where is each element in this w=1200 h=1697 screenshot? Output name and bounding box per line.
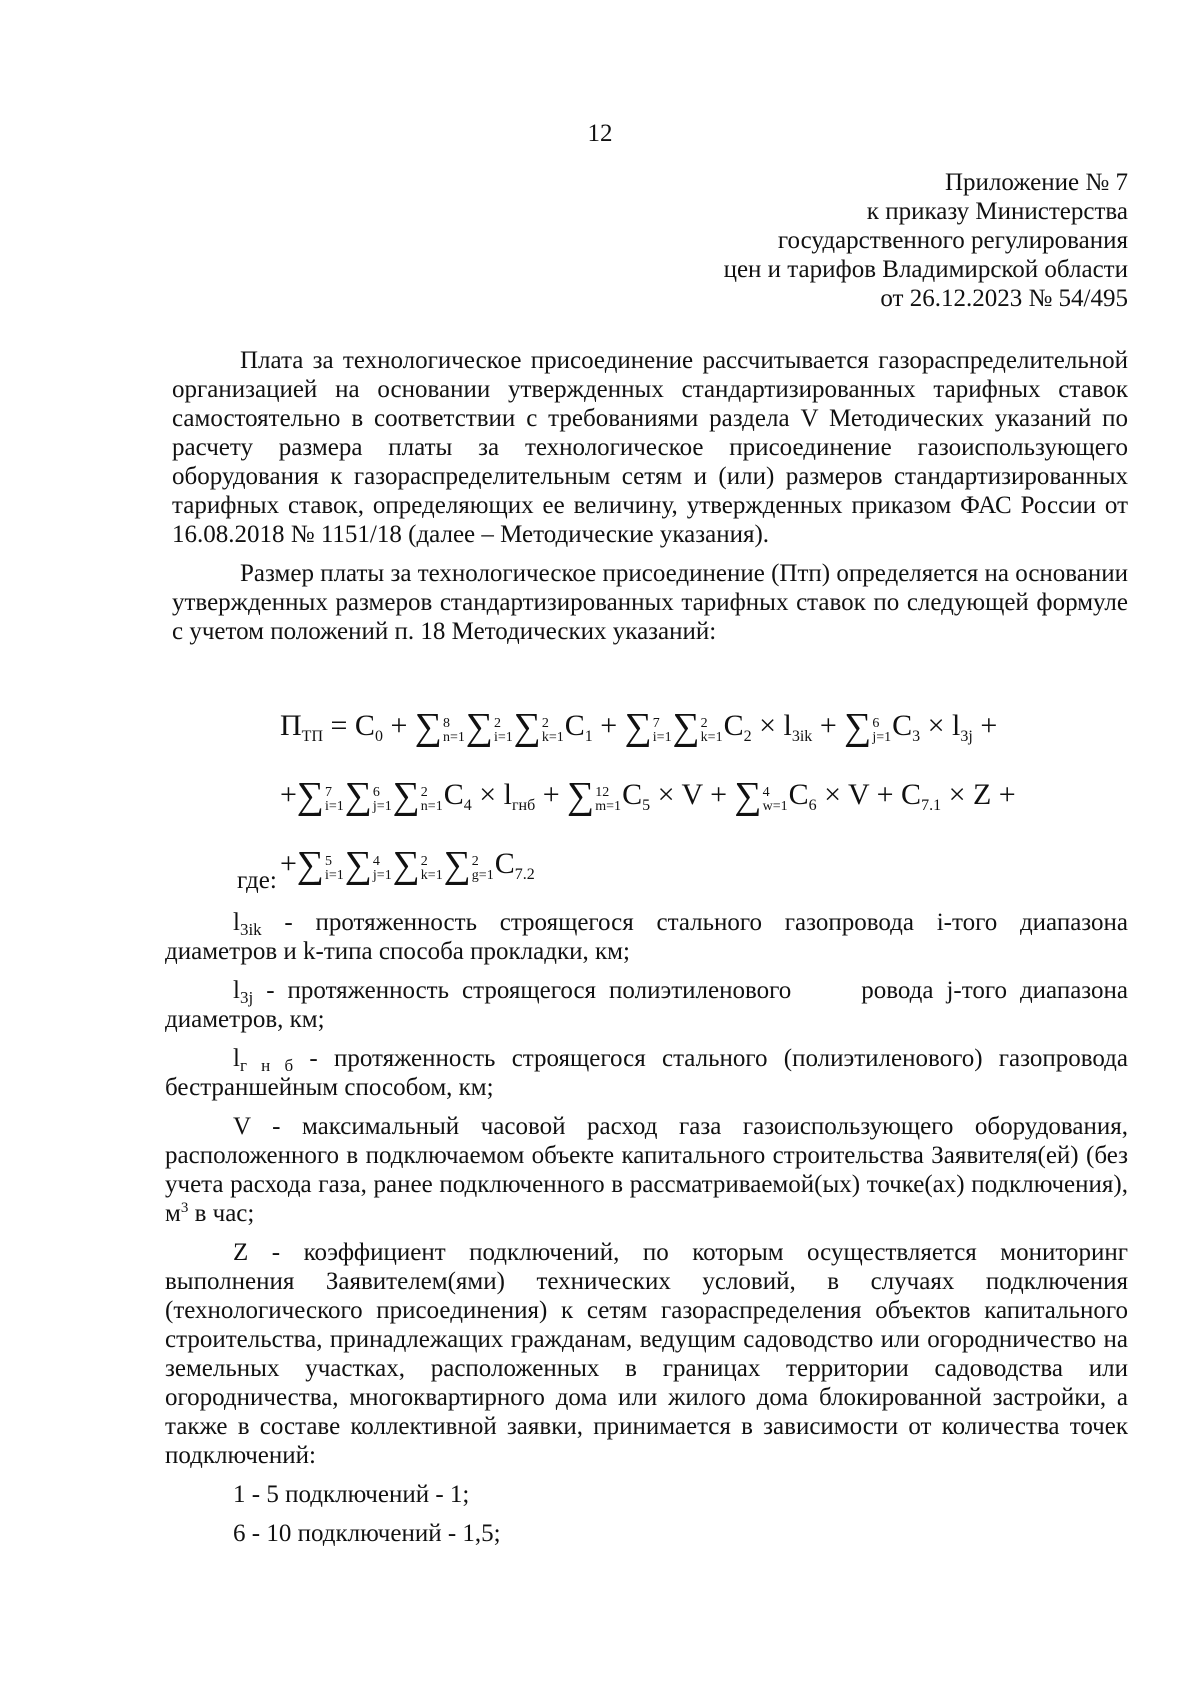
- appendix-line: государственного регулирования: [777, 227, 1128, 254]
- appendix-line: к приказу Министерства: [866, 198, 1128, 225]
- z-range-2: 6 - 10 подключений - 1,5;: [233, 1520, 501, 1547]
- appendix-line: цен и тарифов Владимирской области: [723, 256, 1128, 283]
- definition-text: V - максимальный часовой расход газа газоиспользующего оборудования, расположенного в подключаемом объекте капитального строительства Заявителя(ей) (без учета расхода газа, ранее подключенного в рассматриваемой(ых) точке(ах) подключения), м: [165, 1113, 1128, 1227]
- paragraph-fee-formula-intro: Размер платы за технологическое присоединение (Птп) определяется на основании утвержденных размеров стандартизированных тарифных ставок по следующей формуле с учетом положений п. 18 Методических указаний:: [172, 560, 1128, 645]
- appendix-line: от 26.12.2023 № 54/495: [880, 285, 1128, 312]
- formula-line-1: $П_{ТП} = C_0$ + ∑ 8 n=1 ∑ 2 i=1 ∑ 2 k=1 $C_1$ + ∑ 7 i=1 ∑ 2 k=1 $C_2 \times l_{3ik}$ + ∑ 6 j=1 $C_3 \times l_{3j}$ +: [280, 706, 998, 748]
- where-label: где:: [237, 867, 277, 894]
- definition-lgnb: [165, 1044, 1128, 1102]
- symbol-subscript: 3j: [239, 988, 254, 1007]
- formula-line-2: +∑ 7 i=1 ∑ 6 j=1 ∑ 2 n=1 $C_4 \times l_{гнб}$ + ∑ 12 m=1 $C_5 \times V$ + ∑ 4 w=1 $C_6 \times V + C_{7.1} \times Z$ +: [280, 775, 1016, 817]
- symbol-l: l: [233, 977, 240, 1004]
- intro-text: [172, 346, 1128, 656]
- appendix-header: [724, 168, 1128, 313]
- definition-text: в час;: [188, 1200, 255, 1227]
- definition-text: - протяженность строящегося стального газопровода i-того диапазона диаметров и k-типа способа прокладки, км;: [165, 909, 1128, 965]
- fee-formula: [280, 697, 1100, 904]
- definition-l3j: [165, 976, 1128, 1034]
- definitions: [165, 908, 1128, 1558]
- definition-v: [165, 1112, 1128, 1228]
- definition-text: - протяженность строящегося стального (полиэтиленового) газопровода бестраншейным способом, км;: [165, 1045, 1128, 1101]
- page-number: 12: [587, 120, 613, 147]
- symbol-l: l: [233, 909, 240, 936]
- formula-line-3: +∑ 5 i=1 ∑ 4 j=1 ∑ 2 k=1 ∑ 2 g=1 $C_{7.2}$: [280, 844, 535, 886]
- paragraph-fee-basis: Плата за технологическое присоединение рассчитывается газораспределительной организацией на основании утвержденных стандартизированных тарифных ставок самостоятельно в соответствии с требованиями раздела V Методических указаний по расчету размера платы за технологическое присоединение газоиспользующего оборудования к газораспределительным сетям и (или) размеров стандартизированных тарифных ставок, определяющих ее величину, утвержденных приказом ФАС России от 16.08.2018 № 1151/18 (далее – Методические указания).: [172, 347, 1128, 548]
- z-range-1: 1 - 5 подключений - 1;: [233, 1481, 470, 1508]
- symbol-subscript: 3ik: [239, 920, 262, 939]
- definition-l3ik: [165, 908, 1128, 966]
- definition-text: ровода j-того диапазона диаметров, км;: [165, 977, 1128, 1033]
- symbol-subscript: г н б: [239, 1056, 294, 1075]
- appendix-line: Приложение № 7: [944, 169, 1128, 196]
- definition-z: Z - коэффициент подключений, по которым осуществляется мониторинг выполнения Заявителем(ями) технических условий, в случаях подключения (технологического присоединения) к сетям газораспределения объектов капитального строительства, принадлежащих гражданам, ведущим садоводство или огородничество на земельных участках, расположенных в границах территории садоводства или огородничества, многоквартирного дома или жилого дома блокированной застройки, а также в составе коллективной заявки, принимается в зависимости от количества точек подключений:: [165, 1239, 1128, 1469]
- unit-superscript: 3: [180, 1200, 189, 1216]
- symbol-l: l: [233, 1045, 240, 1072]
- definition-text: - протяженность строящегося полиэтиленового: [253, 977, 792, 1004]
